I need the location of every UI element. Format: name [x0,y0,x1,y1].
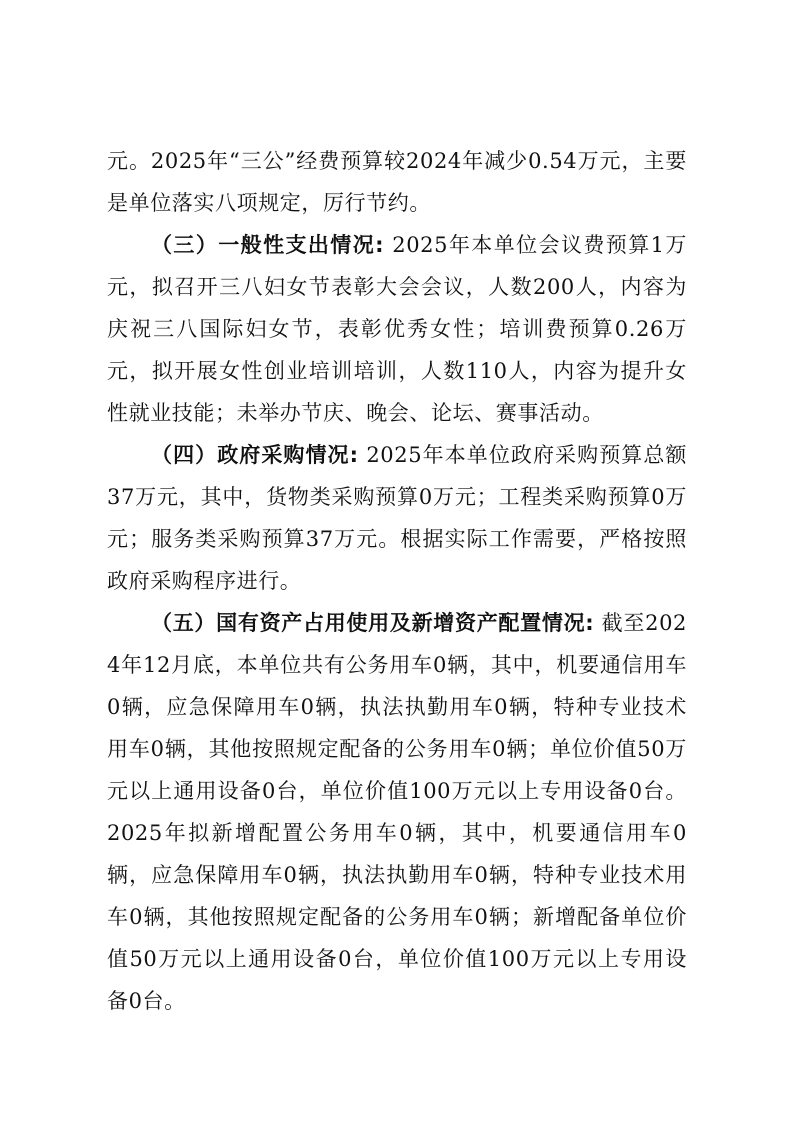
paragraph-text: 截至2024年12月底，本单位共有公务用车0辆，其中，机要通信用车0辆，应急保障用车0辆，执法执勤用车0辆，特种专业技术用车0辆，其他按照规定配备的公务用车0辆；单位价值50万元以上通用设备0台，单位价值100万元以上专用设备0台。2025年拟新增配置公务用车0辆，其中，机要通信用车0辆，应急保障用车0辆，执法执勤用车0辆，特种专业技术用车0辆，其他按照规定配备的公务用车0辆；新增配备单位价值50万元以上通用设备0台，单位价值100万元以上专用设备0台。 [107,611,687,1013]
paragraph-government-procurement [107,434,687,602]
section-heading-state-assets: （五）国有资产占用使用及新增资产配置情况: [151,611,595,635]
paragraph-general-expenditure [107,224,687,434]
section-heading-government-procurement: （四）政府采购情况: [151,443,359,467]
document-body [107,140,687,1022]
paragraph-text: 2025年本单位会议费预算1万元，拟召开三八妇女节表彰大会会议，人数200人，内容为庆祝三八国际妇女节，表彰优秀女性；培训费预算0.26万元，拟开展女性创业培训培训，人数110人，内容为提升女性就业技能；未举办节庆、晚会、论坛、赛事活动。 [107,233,687,425]
section-heading-general-expenditure: （三）一般性支出情况: [151,233,385,257]
paragraph-text: 元。2025年“三公”经费预算较2024年减少0.54万元，主要是单位落实八项规定，厉行节约。 [107,149,687,215]
paragraph-three-public-funds [107,140,687,224]
paragraph-text: 2025年本单位政府采购预算总额37万元，其中，货物类采购预算0万元；工程类采购预算0万元；服务类采购预算37万元。根据实际工作需要，严格按照政府采购程序进行。 [107,443,687,593]
paragraph-state-assets [107,602,687,1022]
